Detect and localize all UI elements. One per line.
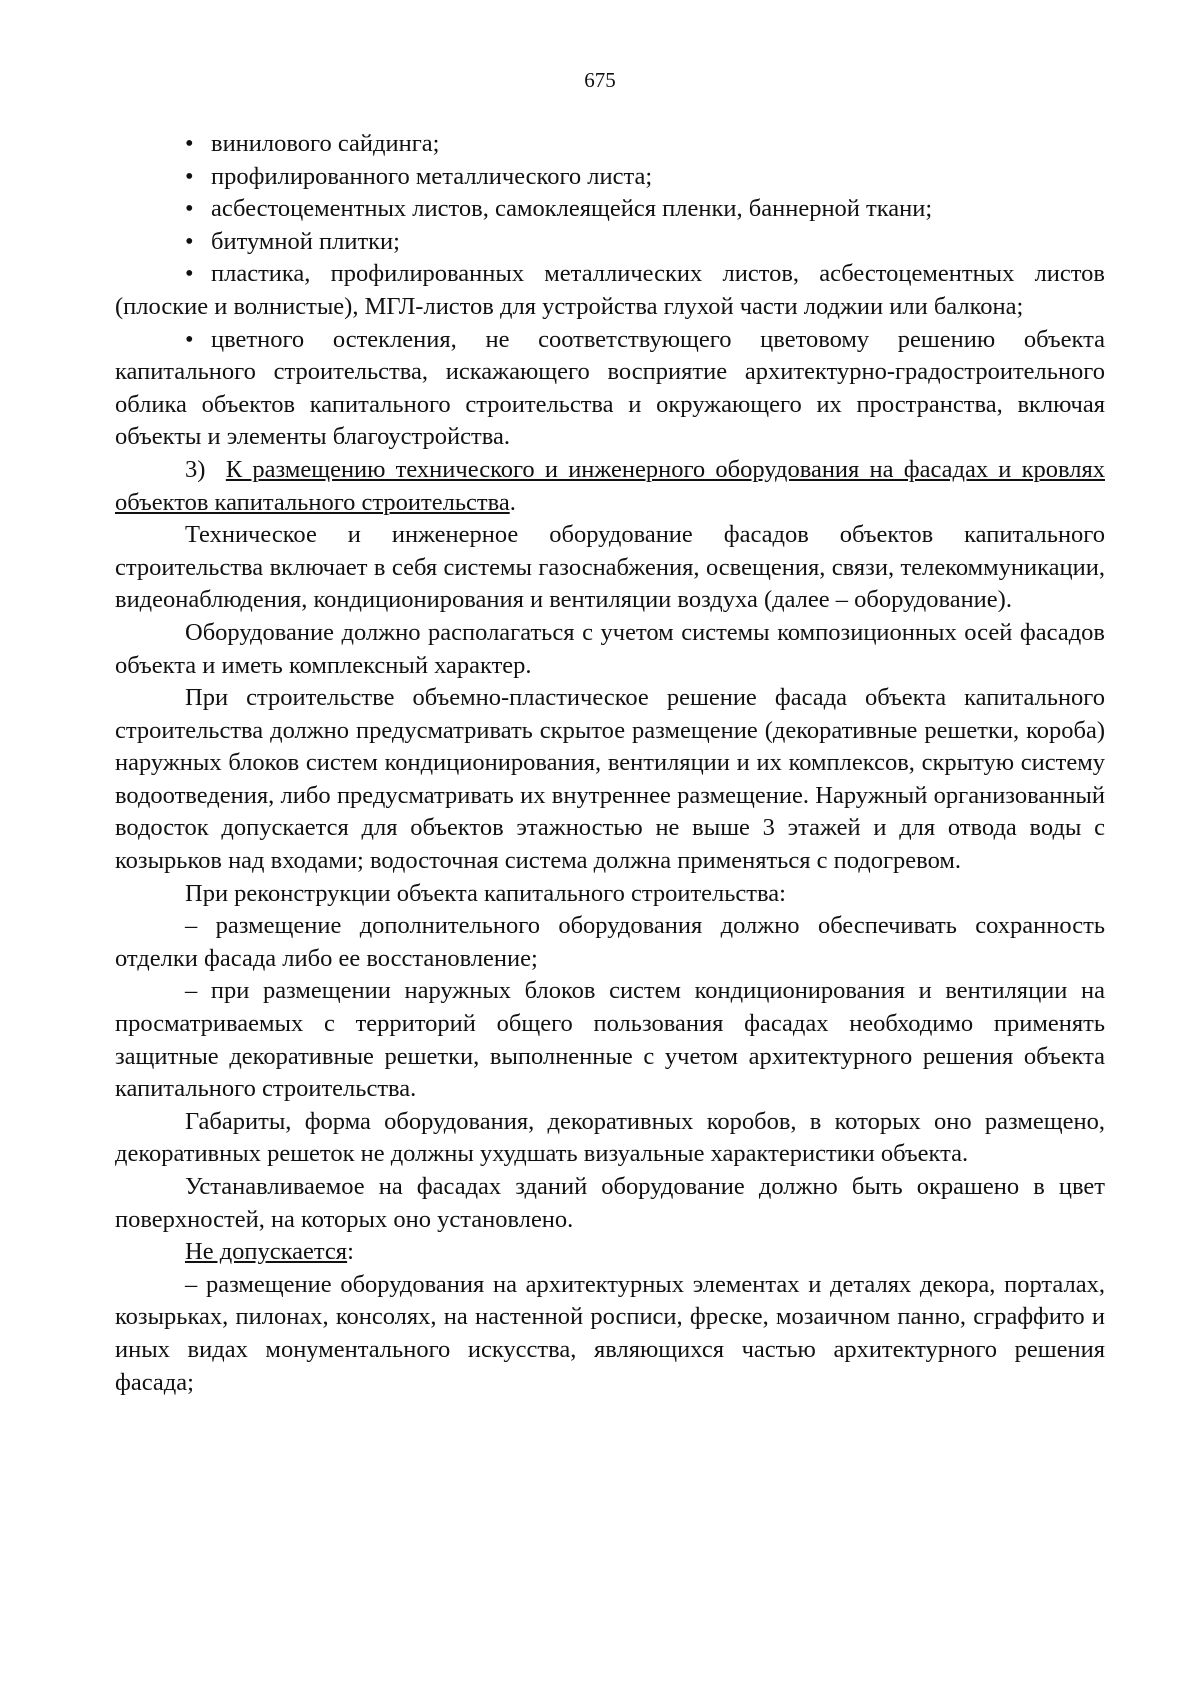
paragraph: Оборудование должно располагаться с учетом системы композиционных осей фасадов объекта и иметь комплексный характер.: [115, 618, 1105, 679]
paragraph: Устанавливаемое на фасадах зданий оборудование должно быть окрашено в цвет поверхностей, на которых оно установлено.: [115, 1173, 1105, 1233]
paragraph: Техническое и инженерное оборудование фасадов объектов капитального строительства включает в себя системы газоснабжения, освещения, связи, телекоммуникации, видеонаблюдения, кондиционирования и вентиляции воздуха (далее – оборудование).: [115, 521, 1105, 614]
not-allowed-label: Не допускается: [185, 1238, 348, 1266]
document-body: [115, 128, 1105, 1399]
bullet-text: профилированного металлического листа;: [211, 162, 653, 190]
bullet-item: [115, 193, 1105, 226]
bullet-text: цветного остекления, не соответствующего цветовому решению объекта капитального строительства, искажающего восприятие архитектурно-градостроительного облика объектов капитального строительства и окружающего их пространства, включая объекты и элементы благоустройства.: [115, 325, 1105, 451]
bullet-text: винилового сайдинга;: [211, 130, 440, 157]
bullet-text: битумной плитки;: [211, 227, 400, 255]
bullet-item: [115, 324, 1105, 454]
page-number: 675: [584, 68, 616, 92]
section-heading-text: К размещению технического и инженерного оборудования на фасадах и кровлях объектов капитального строительства: [115, 455, 1105, 516]
bullet-item: [115, 161, 1105, 194]
dash-item: – размещение дополнительного оборудования должно обеспечивать сохранность отделки фасада либо ее восстановление;: [115, 912, 1105, 972]
bullet-icon: •: [185, 227, 194, 255]
section-heading-end: .: [509, 488, 516, 516]
bullet-icon: •: [185, 162, 194, 190]
not-allowed-colon: :: [347, 1238, 354, 1266]
paragraph: Габариты, форма оборудования, декоративных коробов, в которых оно размещено, декоративных решеток не должны ухудшать визуальные характеристики объекта.: [115, 1107, 1105, 1168]
bullet-item: [115, 258, 1105, 323]
dash-item: – при размещении наружных блоков систем кондиционирования и вентиляции на просматриваемых с территорий общего пользования фасадах необходимо применять защитные декоративные решетки, выполненные с учетом архитектурного решения объекта капитального строительства.: [115, 977, 1105, 1103]
bullet-item: [115, 128, 1105, 161]
bullet-text: асбестоцементных листов, самоклеящейся пленки, баннерной ткани;: [211, 195, 933, 223]
bullet-item: [115, 226, 1105, 259]
bullet-icon: •: [185, 260, 194, 288]
section-number: 3): [185, 455, 206, 483]
bullet-text: пластика, профилированных металлических листов, асбестоцементных листов (плоские и волнистые), МГЛ-листов для устройства глухой части лоджии или балкона;: [115, 260, 1105, 320]
bullet-icon: •: [185, 195, 194, 223]
paragraph: При реконструкции объекта капитального строительства:: [185, 879, 786, 907]
bullet-icon: •: [185, 130, 194, 157]
bullet-icon: •: [185, 325, 194, 353]
section-heading: [115, 454, 1105, 519]
paragraph: При строительстве объемно-пластическое решение фасада объекта капитального строительства должно предусматривать скрытое размещение (декоративные решетки, короба) наружных блоков систем кондиционирования, вентиляции и их комплексов, скрытую систему водоотведения, либо предусматривать их внутреннее размещение. Наружный организованный водосток допускается для объектов этажностью не выше 3 этажей и для отвода воды с козырьков над входами; водосточная система должна применяться с подогревом.: [115, 684, 1105, 875]
dash-item: – размещение оборудования на архитектурных элементах и деталях декора, порталах, козырьках, пилонах, консолях, на настенной росписи, фреске, мозаичном панно, сграффито и иных видах монументального искусства, являющихся частью архитектурного решения фасада;: [115, 1270, 1105, 1396]
not-allowed-heading: [115, 1236, 1105, 1269]
